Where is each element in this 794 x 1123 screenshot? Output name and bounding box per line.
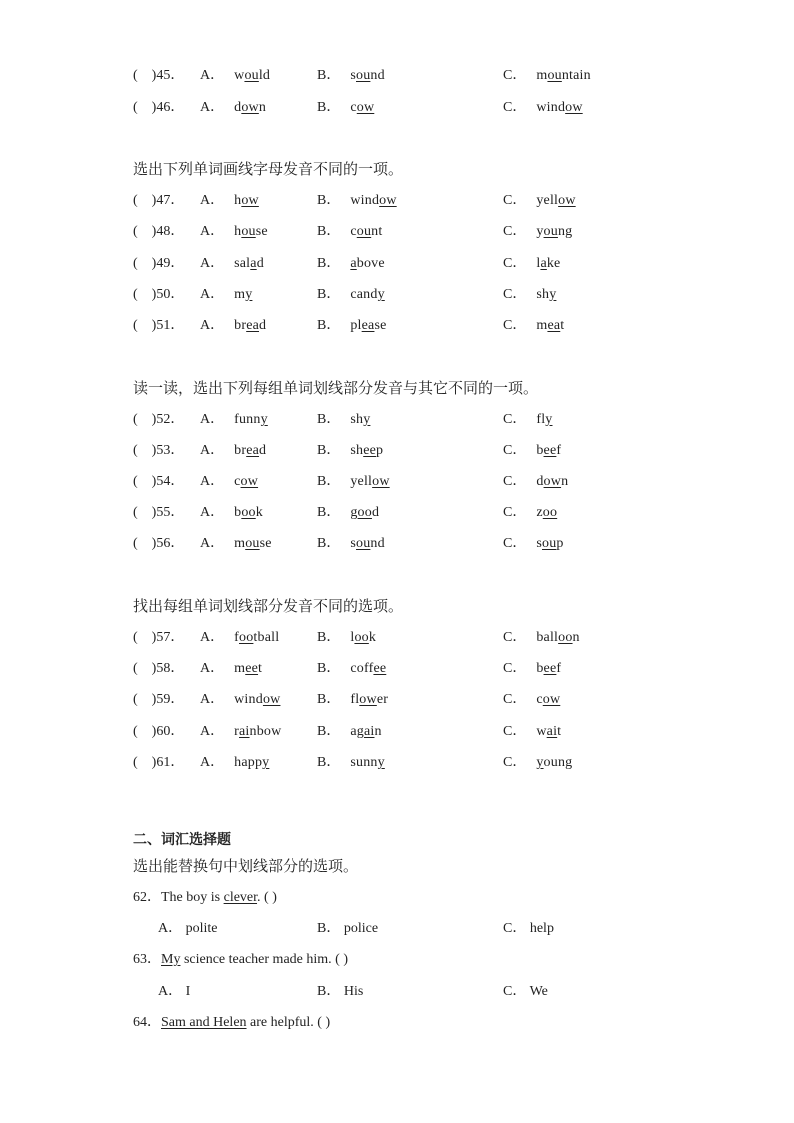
option-b: sound: [350, 68, 385, 83]
instruction-2: 读一读，选出下列每组单词划线部分发音与其它不同的一项。: [133, 379, 539, 397]
question-64: 64．Sam and Helen are helpful. ( ): [133, 1015, 331, 1030]
instruction-3: 找出每组单词划线部分发音不同的选项。: [133, 597, 404, 615]
question-63: 63．My science teacher made him. ( ): [133, 952, 348, 967]
option-a: would: [234, 68, 271, 83]
question-62-options: A． polite B． police C． help: [158, 921, 554, 936]
option-c: window: [536, 100, 583, 115]
question-62: 62．The boy is clever. ( ): [133, 890, 277, 905]
option-a: down: [234, 100, 267, 115]
section-title: 二、词汇选择题: [133, 832, 231, 848]
instruction-4: 选出能替换句中划线部分的选项。: [133, 857, 359, 875]
question-number: ( )45．: [133, 68, 185, 83]
question-63-options: A． I B． His C． We: [158, 984, 548, 999]
option-b: cow: [350, 100, 375, 115]
instruction-1: 选出下列单词画线字母发音不同的一项。: [133, 160, 404, 178]
worksheet-page: ( )45． A． would B． sound C． mountain ( )46． A． down B． cow C． window 选出下列单词画线字母发音不同的一项。 ( )47． A． how B． window C． yellow ( )48． A． house B． count C． young ( )49． A． salad B． above C． lake ( )50． A． my B． candy C． shy ( )51． A． bread B． please C． meat 读一读，选出下列每组单词划线部分发音与其它不同的一项。 ( )52． A． funny B． shy C． fly ( )53． A． bread B． sheep C． beef ( )54． A． cow B． yellow C． down ( )55． A． book B． good C． zoo ( )56． A． mouse B． sound C． soup 找出每组单词划线部分发音不同的选项。 ( )57． A． football B． look C． balloon ( )58． A． meet B． coffee C． beef ( )59． A． window B． flower C． cow ( )60． A． rainbow B． again C． wait ( )61． A． happy B． sunny C． young 二、词汇选择题 选出能替换句中划线部分的选项。 62．The boy is clever. ( ) A． polite B． police C． help 63．My science teacher made him. ( ) A． I B． His C． We 64．Sam and Helen are helpful. ( ): [0, 0, 794, 1123]
option-c: mountain: [536, 68, 591, 83]
